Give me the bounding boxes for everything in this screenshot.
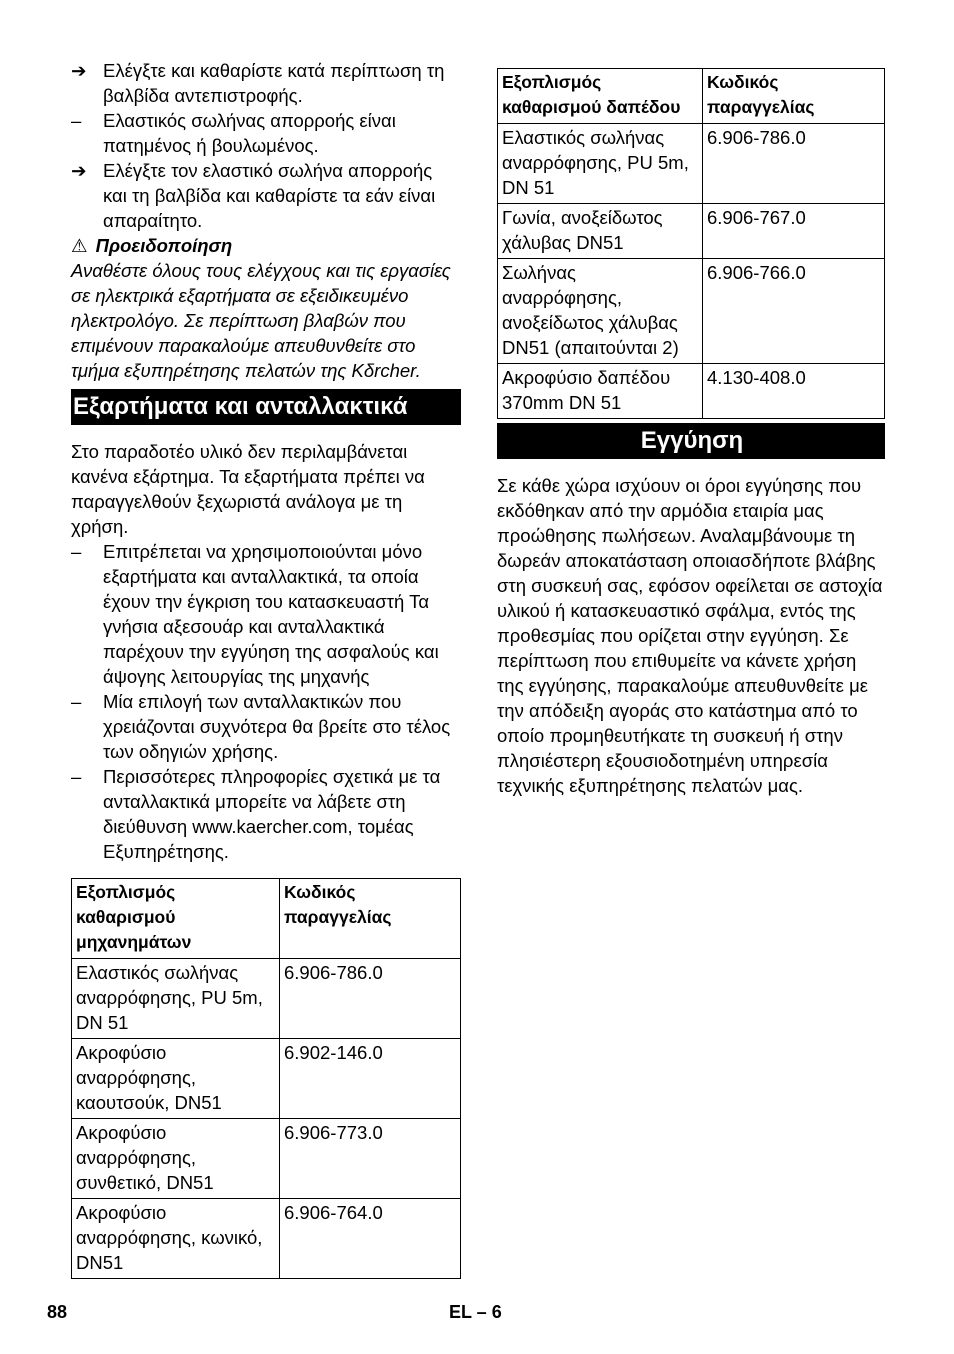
table-cell: 6.906-786.0 <box>703 124 885 204</box>
table-header-row <box>72 879 461 959</box>
table-cell: 6.906-766.0 <box>703 259 885 364</box>
left-column <box>71 58 461 1279</box>
list-item <box>71 764 461 864</box>
accessories-paragraph: Στο παραδοτέο υλικό δεν περιλαμβάνεται κανένα εξάρτημα. Τα εξαρτήματα πρέπει να παραγγελθούν ξεχωριστά ανάλογα με τη χρήση. <box>71 441 425 537</box>
table-row <box>72 1119 461 1199</box>
arrow-icon: ➔ <box>71 60 87 81</box>
table-header-cell: Κωδικός παραγγελίας <box>280 879 461 959</box>
table-cell: Ακροφύσιο αναρρόφησης, συνθετικό, DN51 <box>72 1119 280 1199</box>
table-cell: Ελαστικός σωλήνας αναρρόφησης, PU 5m, DN 51 <box>72 959 280 1039</box>
section-heading-warranty: Εγγύηση <box>497 423 885 459</box>
section-heading-accessories: Εξαρτήματα και ανταλλακτικά <box>71 389 461 425</box>
table-cell: 6.906-764.0 <box>280 1199 461 1279</box>
intro-item-text: Ελαστικός σωλήνας απορροής είναι πατημένος ή βουλωμένος. <box>103 110 396 156</box>
table-row <box>498 364 885 419</box>
table-row <box>72 1199 461 1279</box>
warning-text: Αναθέστε όλους τους ελέγχους και τις εργασίες σε ηλεκτρικά εξαρτήματα σε εξειδικευμένο ηλεκτρολόγο. Σε περίπτωση βλαβών που επιμένουν παρακαλούμε απευθυνθείτε στο τμήμα εξυπηρέτησης πελατών της Kδrcher. <box>71 260 451 381</box>
list-item-text: Επιτρέπεται να χρησιμοποιούνται μόνο εξαρτήματα και ανταλλακτικά, τα οποία έχουν την έγκριση του κατασκευαστή Τα γνήσια αξεσουάρ και ανταλλακτικά παρέχουν την εγγύηση της ασφαλούς και άψογης λειτουργίας της μηχανής <box>103 541 439 687</box>
list-item <box>71 539 461 689</box>
table-row <box>72 1039 461 1119</box>
floor-cleaning-parts-table <box>497 68 885 419</box>
page-number: 88 <box>47 1302 68 1322</box>
table-cell: Ακροφύσιο αναρρόφησης, κωνικό, DN51 <box>72 1199 280 1279</box>
warning-icon: ⚠ <box>71 235 88 256</box>
intro-item-text: Ελέγξτε και καθαρίστε κατά περίπτωση τη βαλβίδα αντεπιστροφής. <box>103 60 445 106</box>
table-header-row <box>498 69 885 124</box>
list-item-text: Μία επιλογή των ανταλλακτικών που χρειάζονται συχνότερα θα βρείτε στο τέλος των οδηγιών χρήσης. <box>103 691 451 762</box>
intro-item-text: Ελέγξτε τον ελαστικό σωλήνα απορροής και τη βαλβίδα και καθαρίστε τα εάν είναι απαραίτητο. <box>103 160 436 231</box>
table-cell: Ακροφύσιο αναρρόφησης, καουτσούκ, DN51 <box>72 1039 280 1119</box>
table-cell: Γωνία, ανοξείδωτος χάλυβας DN51 <box>498 204 703 259</box>
machine-cleaning-parts-table <box>71 878 461 1279</box>
table-cell: Ακροφύσιο δαπέδου 370mm DN 51 <box>498 364 703 419</box>
list-item <box>71 689 461 764</box>
dash-marker: – <box>71 766 82 787</box>
dash-marker: – <box>71 110 82 131</box>
intro-item <box>71 58 461 108</box>
table-cell: 4.130-408.0 <box>703 364 885 419</box>
arrow-icon: ➔ <box>71 160 87 181</box>
table-row <box>72 959 461 1039</box>
table-cell: 6.906-773.0 <box>280 1119 461 1199</box>
warning-heading <box>71 233 461 258</box>
table-row <box>498 124 885 204</box>
table-cell: 6.902-146.0 <box>280 1039 461 1119</box>
right-column <box>497 68 885 798</box>
table-row <box>498 259 885 364</box>
language-page-label: EL – 6 <box>449 1302 502 1322</box>
dash-marker: – <box>71 541 82 562</box>
table-header-cell: Εξοπλισμός καθαρισμού μηχανημάτων <box>72 879 280 959</box>
warning-title: Προειδοποίηση <box>95 235 233 256</box>
table-cell: Ελαστικός σωλήνας αναρρόφησης, PU 5m, DN 51 <box>498 124 703 204</box>
table-cell: 6.906-767.0 <box>703 204 885 259</box>
table-row <box>498 204 885 259</box>
warranty-paragraph: Σε κάθε χώρα ισχύουν οι όροι εγγύησης που εκδόθηκαν από την αρμόδια εταιρία μας προώθησης πωλήσεων. Αναλαμβάνουμε τη δωρεάν αποκατάσταση οποιασδήποτε βλάβης στη συσκευή σας, εφόσον οφείλεται σε αστοχία υλικού ή κατασκευαστικό σφάλμα, εντός της προθεσμίας που ορίζεται στην εγγύηση. Σε περίπτωση που επιθυμείτε να κάνετε χρήση της εγγύησης, παρακαλούμε απευθυνθείτε με την απόδειξη αγοράς στο κατάστημα από το οποίο προμηθευτήκατε τη συσκευή ή στην πλησιέστερη εξουσιοδοτημένη υπηρεσία τεχνικής εξυπηρέτησης πελατών μας. <box>497 475 883 796</box>
table-cell: 6.906-786.0 <box>280 959 461 1039</box>
table-header-cell: Κωδικός παραγγελίας <box>703 69 885 124</box>
dash-marker: – <box>71 691 82 712</box>
table-cell: Σωλήνας αναρρόφησης, ανοξείδωτος χάλυβας DN51 (απαιτούνται 2) <box>498 259 703 364</box>
list-item-text: Περισσότερες πληροφορίες σχετικά με τα ανταλλακτικά μπορείτε να λάβετε στη διεύθυνση www.kaercher.com, τομέας Εξυπηρέτησης. <box>103 766 441 862</box>
intro-item <box>71 158 461 233</box>
intro-item <box>71 108 461 158</box>
table-header-cell: Εξοπλισμός καθαρισμού δαπέδου <box>498 69 703 124</box>
